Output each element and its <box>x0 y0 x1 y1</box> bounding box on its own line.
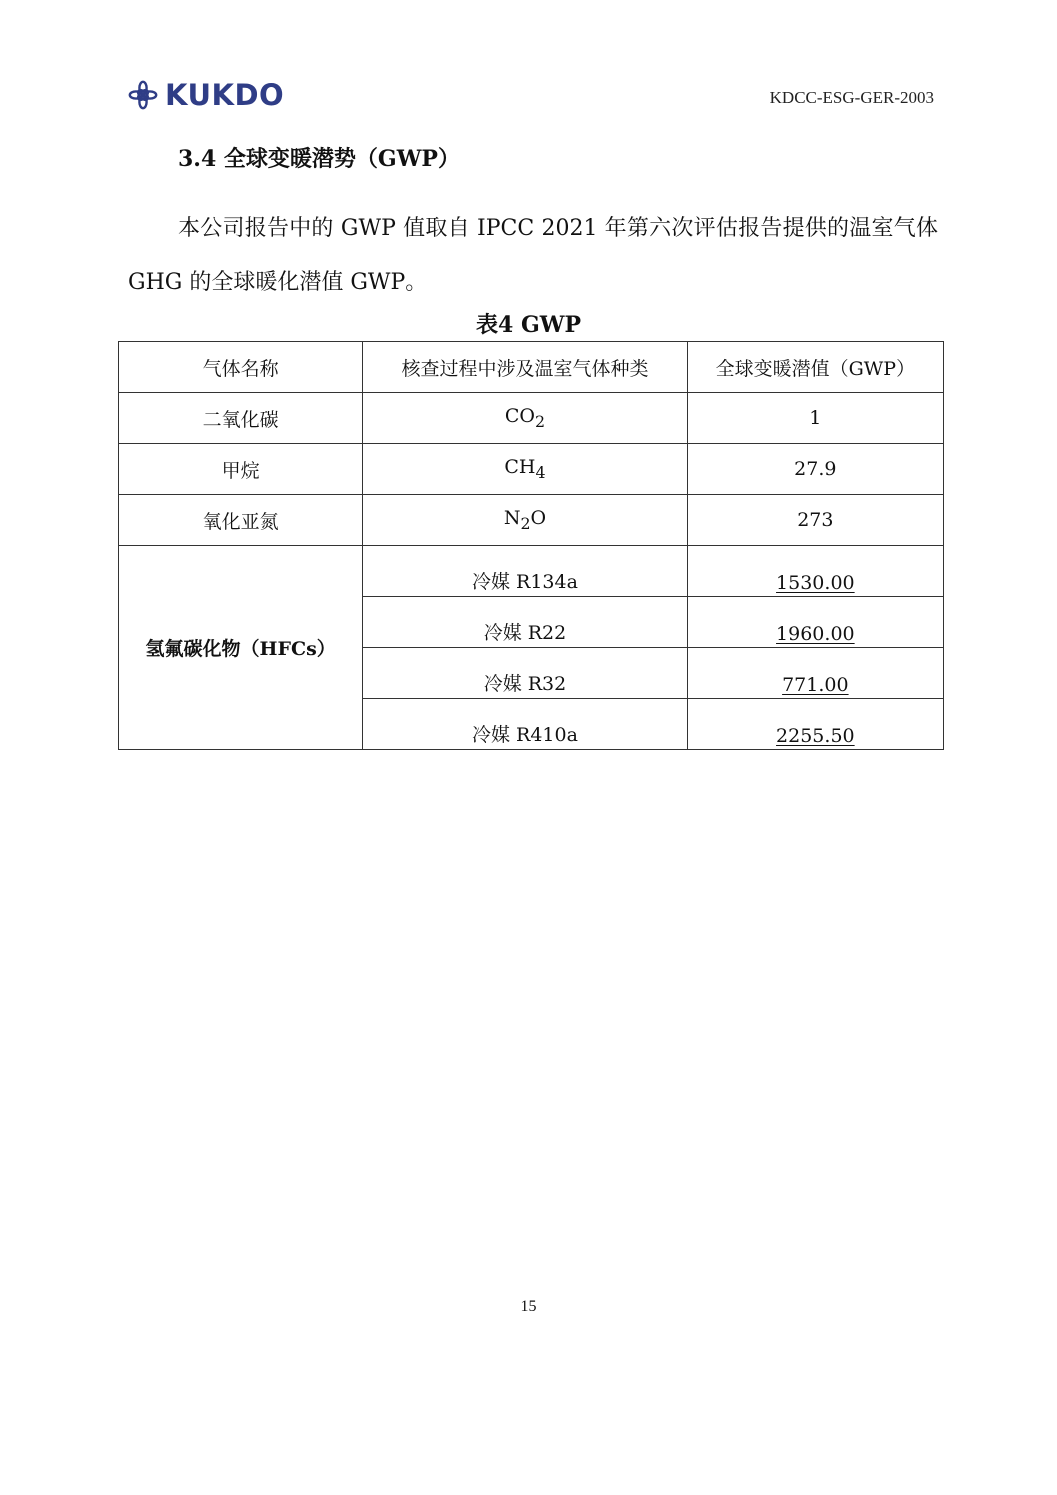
gas-formula-cell: $N_2O$ <box>363 495 687 546</box>
kukdo-flower-logo-icon <box>127 79 159 111</box>
refrigerant-type-cell: 冷媒 R410a <box>363 699 687 750</box>
header-gas-name: 气体名称 <box>119 342 363 393</box>
page-number: 15 <box>520 1298 537 1315</box>
refrigerant-gwp-cell: 1960.00 <box>687 597 943 648</box>
gwp-value-cell: 27.9 <box>687 444 943 495</box>
table-row <box>119 393 944 444</box>
section-paragraph: 本公司报告中的 GWP 值取自 IPCC 2021 年第六次评估报告提供的温室气体 GHG 的全球暖化潜值 GWP。 <box>128 216 938 295</box>
gas-formula-cell: $CO_2$ <box>363 393 687 444</box>
gas-formula-cell: $CH_4$ <box>363 444 687 495</box>
gwp-table <box>118 341 944 750</box>
gas-name-cell: 甲烷 <box>119 444 363 495</box>
refrigerant-type-cell: 冷媒 R134a <box>363 546 687 597</box>
document-code: KDCC-ESG-GER-2003 <box>769 88 934 107</box>
refrigerant-gwp-cell: 1530.00 <box>687 546 943 597</box>
table-row <box>119 444 944 495</box>
header-gas-type: 核查过程中涉及温室气体种类 <box>363 342 687 393</box>
logo-text: KUKDO <box>165 78 285 112</box>
refrigerant-type-cell: 冷媒 R32 <box>363 648 687 699</box>
gwp-value-cell: 273 <box>687 495 943 546</box>
table-row <box>119 546 944 597</box>
gas-name-cell: 二氧化碳 <box>119 393 363 444</box>
gas-name-cell: 氧化亚氮 <box>119 495 363 546</box>
table-row <box>119 495 944 546</box>
refrigerant-gwp-cell: 771.00 <box>687 648 943 699</box>
table-caption: 表4 GWP <box>475 312 581 338</box>
header-gwp: 全球变暖潜值（GWP） <box>687 342 943 393</box>
refrigerant-gwp-cell: 2255.50 <box>687 699 943 750</box>
refrigerant-type-cell: 冷媒 R22 <box>363 597 687 648</box>
company-logo <box>127 78 284 112</box>
section-title: 3.4 全球变暖潜势（GWP） <box>178 146 460 172</box>
hfc-group-name-cell: 氢氟碳化物（HFCs） <box>119 546 363 750</box>
table-header-row <box>119 342 944 393</box>
gwp-value-cell: 1 <box>687 393 943 444</box>
